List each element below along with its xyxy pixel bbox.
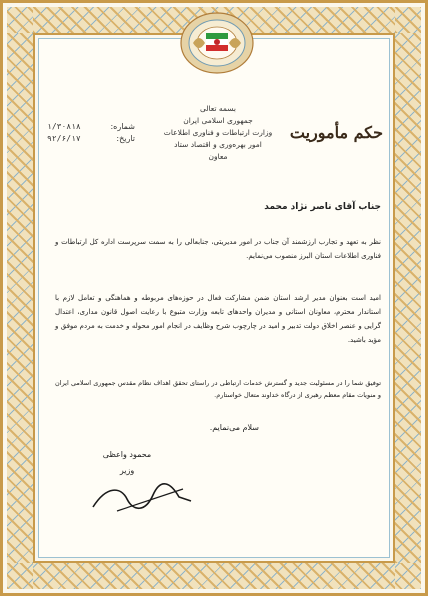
office-name: امور بهره‌وری و اقتصاد ستاد <box>174 140 262 149</box>
iran-emblem-icon <box>179 11 255 75</box>
country-name: جمهوری اسلامی ایران <box>183 116 253 125</box>
addressee: جناب آقای ناصر نژاد محمد <box>264 202 381 212</box>
document-body <box>47 97 387 567</box>
handwritten-signature <box>87 477 197 517</box>
meta-date-row <box>47 133 135 145</box>
meta-number-label: شماره: <box>110 122 135 131</box>
paragraph-expectations: امید است بعنوان مدیر ارشد استان ضمن مشارکت فعال در حوزه‌های مربوطه و هماهنگی و تعامل لازم با استاندار محترم، معاونان استانی و مدیران واحدهای تابعه وزارت متبوع با رعایت اصول قانون مداری، اعتدال گرایی و عنصر اخلاق دولت تدبیر و امید در چارچوب شرح وظایف در انجام امور محوله و خدمت به مردم موفق و مؤید باشید. <box>55 294 381 344</box>
signer-name: محمود واعظی <box>102 450 152 459</box>
meta-number-row <box>47 121 135 133</box>
signer-role: وزیر <box>119 466 135 475</box>
paragraph-wishes: توفیق شما را در مسئولیت جدید و گسترش خدمات ارتباطی در راستای تحقق اهداف نظام مقدس جمهوری اسلامی ایران و منویات مقام معظم رهبری از درگاه خداوند متعال خواستارم. <box>55 379 381 399</box>
emblem-medallion <box>179 11 255 75</box>
document-title: حکم مأموریت <box>289 123 383 142</box>
document-meta <box>47 121 135 145</box>
meta-date-label: تاریخ: <box>116 134 135 143</box>
closing-salutation: سلام می‌نمایم. <box>209 423 259 432</box>
basmala: بسمه تعالی <box>199 104 237 113</box>
ministry-name: وزارت ارتباطات و فناوری اطلاعات <box>163 128 273 137</box>
letterhead <box>143 103 293 163</box>
meta-number-value: ۱/۳۰۸۱۸ <box>47 122 81 131</box>
letterhead-subtitle: معاون <box>208 152 228 161</box>
paragraph-appointment: نظر به تعهد و تجارب ارزشمند آن جناب در امور مدیریتی، جنابعالی را به سمت سرپرست اداره کل ارتباطات و فناوری اطلاعات استان البرز منصوب می‌نمایم. <box>55 238 381 260</box>
signer-block <box>97 447 157 479</box>
meta-date-value: ۹۲/۶/۱۷ <box>47 134 81 143</box>
